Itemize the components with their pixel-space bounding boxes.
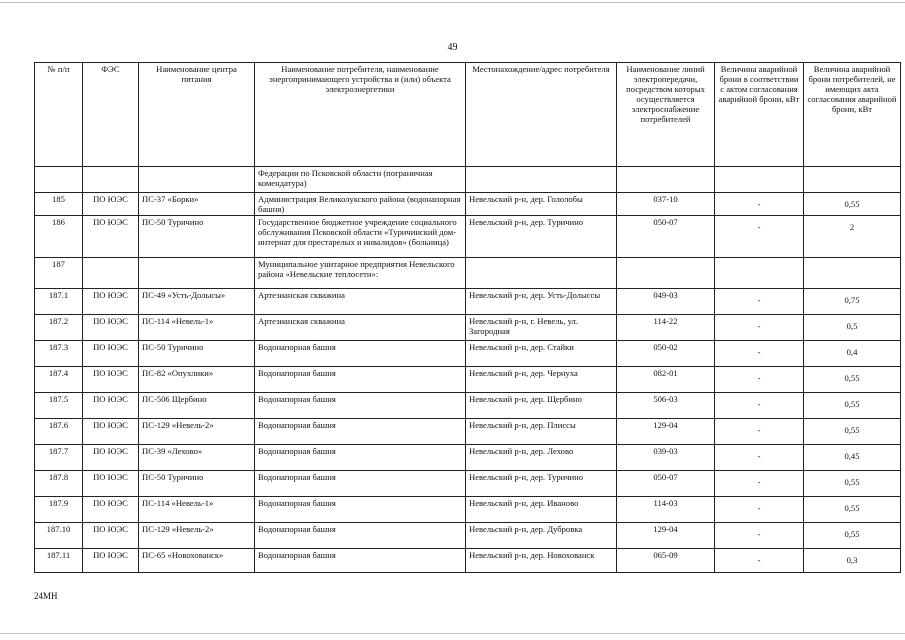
cell-power-center: ПС-114 «Невель-1» xyxy=(139,315,255,341)
cell-no: 187.4 xyxy=(35,367,83,393)
cell-bron-no-act: 0,55 xyxy=(804,471,901,497)
table-row xyxy=(35,497,901,523)
header-power-center: Наименование центра питания xyxy=(139,63,255,167)
cell-address: Невельский р-н, дер. Щербино xyxy=(466,393,617,419)
cell-power-center: ПС-506 Щербино xyxy=(139,393,255,419)
cell-no: 185 xyxy=(35,193,83,216)
cell-bron-no-act: 0,55 xyxy=(804,523,901,549)
cell-address: Невельский р-н, дер. Иваново xyxy=(466,497,617,523)
cell-bron-act: - xyxy=(715,497,804,523)
header-power-line: Наименование линий электропередачи, посредством которых осуществляется электроснабжение потребителей xyxy=(617,63,715,167)
cell-fes: ПО ЮЭС xyxy=(83,497,139,523)
cell-consumer: Водонапорная башня xyxy=(255,549,466,573)
cell-no: 187.7 xyxy=(35,445,83,471)
cell-bron-no-act: 0,4 xyxy=(804,341,901,367)
table-row xyxy=(35,193,901,216)
header-fes: ФЭС xyxy=(83,63,139,167)
cell-power-line: 129-04 xyxy=(617,523,715,549)
cell-consumer: Водонапорная башня xyxy=(255,497,466,523)
cell-power-line: 050-07 xyxy=(617,216,715,258)
cell-bron-act: - xyxy=(715,289,804,315)
cell-address: Невельский р-н, дер. Новохованск xyxy=(466,549,617,573)
header-address: Местонахождение/адрес потребителя xyxy=(466,63,617,167)
cell-address: Невельский р-н, дер. Стайки xyxy=(466,341,617,367)
cell-fes: ПО ЮЭС xyxy=(83,315,139,341)
cell-bron-no-act xyxy=(804,258,901,289)
cell-power-line: 082-01 xyxy=(617,367,715,393)
cell-no: 187.8 xyxy=(35,471,83,497)
cell-no: 187.10 xyxy=(35,523,83,549)
cell-bron-no-act: 0,5 xyxy=(804,315,901,341)
cell-fes: ПО ЮЭС xyxy=(83,445,139,471)
table-row xyxy=(35,393,901,419)
cell-bron-act: - xyxy=(715,523,804,549)
cell-fes xyxy=(83,167,139,193)
cell-bron-act: - xyxy=(715,549,804,573)
cell-power-center: ПС-65 «Новохованск» xyxy=(139,549,255,573)
cell-power-center: ПС-37 «Борки» xyxy=(139,193,255,216)
table-row xyxy=(35,258,901,289)
cell-address xyxy=(466,258,617,289)
cell-bron-act: - xyxy=(715,193,804,216)
cell-bron-act: - xyxy=(715,315,804,341)
cell-fes: ПО ЮЭС xyxy=(83,549,139,573)
cell-no: 187.2 xyxy=(35,315,83,341)
table-row xyxy=(35,167,901,193)
cell-bron-act: - xyxy=(715,471,804,497)
cell-no: 187.9 xyxy=(35,497,83,523)
scan-edge-top xyxy=(0,2,905,3)
cell-power-center: ПС-50 Туричино xyxy=(139,216,255,258)
sheet-code: 24МН xyxy=(34,591,58,601)
cell-consumer: Водонапорная башня xyxy=(255,445,466,471)
table-header-row xyxy=(35,63,901,167)
cell-power-center: ПС-129 «Невель-2» xyxy=(139,523,255,549)
cell-consumer: Водонапорная башня xyxy=(255,523,466,549)
cell-bron-act: - xyxy=(715,419,804,445)
cell-power-line: 039-03 xyxy=(617,445,715,471)
cell-bron-act xyxy=(715,258,804,289)
cell-consumer: Артезианская скважина xyxy=(255,315,466,341)
cell-address xyxy=(466,167,617,193)
cell-address: Невельский р-н, дер. Плиссы xyxy=(466,419,617,445)
cell-consumer: Федерации по Псковской области (пограничная комендатура) xyxy=(255,167,466,193)
header-bron-act: Величина аварийной брони в соответствии с актом согласования аварийной брони, кВт xyxy=(715,63,804,167)
cell-power-line: 049-03 xyxy=(617,289,715,315)
cell-address: Невельский р-н, дер. Дубровка xyxy=(466,523,617,549)
cell-bron-no-act: 0,55 xyxy=(804,193,901,216)
cell-power-line: 129-04 xyxy=(617,419,715,445)
cell-fes: ПО ЮЭС xyxy=(83,523,139,549)
cell-consumer: Водонапорная башня xyxy=(255,471,466,497)
cell-power-center: ПС-49 «Усть-Долысы» xyxy=(139,289,255,315)
cell-address: Невельский р-н, дер. Лехово xyxy=(466,445,617,471)
cell-no: 187 xyxy=(35,258,83,289)
table-row xyxy=(35,471,901,497)
cell-no: 187.3 xyxy=(35,341,83,367)
cell-fes: ПО ЮЭС xyxy=(83,471,139,497)
cell-fes: ПО ЮЭС xyxy=(83,216,139,258)
cell-fes: ПО ЮЭС xyxy=(83,393,139,419)
cell-bron-no-act: 0,55 xyxy=(804,393,901,419)
table-row xyxy=(35,367,901,393)
cell-power-center: ПС-50 Туричино xyxy=(139,471,255,497)
cell-consumer: Водонапорная башня xyxy=(255,419,466,445)
cell-bron-act: - xyxy=(715,393,804,419)
cell-no: 187.6 xyxy=(35,419,83,445)
cell-power-line: 114-22 xyxy=(617,315,715,341)
cell-power-center xyxy=(139,167,255,193)
cell-bron-act: - xyxy=(715,445,804,471)
table-row xyxy=(35,419,901,445)
cell-no: 187.1 xyxy=(35,289,83,315)
table-row xyxy=(35,216,901,258)
cell-bron-no-act: 2 xyxy=(804,216,901,258)
cell-power-line: 065-09 xyxy=(617,549,715,573)
cell-bron-no-act: 0,3 xyxy=(804,549,901,573)
cell-power-center: ПС-82 «Опухлики» xyxy=(139,367,255,393)
cell-power-line xyxy=(617,167,715,193)
cell-power-center: ПС-39 «Лехово» xyxy=(139,445,255,471)
cell-consumer: Муниципальное унитарное предприятия Невельского района «Невельские теплосети»: xyxy=(255,258,466,289)
cell-consumer: Администрация Великолукского района (водонапорная башня) xyxy=(255,193,466,216)
header-no: № п/п xyxy=(35,63,83,167)
header-consumer: Наименование потребителя, наименование энергопринимающего устройства и (или) объекта электроэнергетики xyxy=(255,63,466,167)
cell-fes: ПО ЮЭС xyxy=(83,341,139,367)
cell-bron-no-act: 0,55 xyxy=(804,367,901,393)
cell-consumer: Водонапорная башня xyxy=(255,367,466,393)
cell-bron-act: - xyxy=(715,367,804,393)
cell-no: 186 xyxy=(35,216,83,258)
cell-address: Невельский р-н, дер. Чернуха xyxy=(466,367,617,393)
cell-bron-no-act: 0,55 xyxy=(804,497,901,523)
cell-consumer: Артезианская скважина xyxy=(255,289,466,315)
cell-fes xyxy=(83,258,139,289)
cell-bron-no-act: 0,45 xyxy=(804,445,901,471)
table-row xyxy=(35,523,901,549)
cell-bron-act: - xyxy=(715,341,804,367)
cell-address: Невельский р-н, дер. Туричино xyxy=(466,471,617,497)
cell-power-line: 506-03 xyxy=(617,393,715,419)
cell-no: 187.5 xyxy=(35,393,83,419)
cell-power-center: ПС-50 Туричино xyxy=(139,341,255,367)
table-row xyxy=(35,445,901,471)
cell-no xyxy=(35,167,83,193)
cell-bron-no-act xyxy=(804,167,901,193)
cell-power-center: ПС-129 «Невель-2» xyxy=(139,419,255,445)
table-row xyxy=(35,549,901,573)
table-row xyxy=(35,315,901,341)
cell-bron-act xyxy=(715,167,804,193)
cell-address: Невельский р-н, дер. Гололобы xyxy=(466,193,617,216)
cell-consumer: Государственное бюджетное учреждение социального обслуживания Псковской области «Туричинский дом-интернат для престарелых и инвалидов» (больница) xyxy=(255,216,466,258)
cell-consumer: Водонапорная башня xyxy=(255,393,466,419)
cell-fes: ПО ЮЭС xyxy=(83,289,139,315)
consumer-table xyxy=(34,62,901,573)
cell-fes: ПО ЮЭС xyxy=(83,193,139,216)
header-bron-no-act: Величина аварийной брони потребителей, не имеющих акта согласования аварийной брони, кВт xyxy=(804,63,901,167)
cell-fes: ПО ЮЭС xyxy=(83,419,139,445)
cell-consumer: Водонапорная башня xyxy=(255,341,466,367)
cell-power-line: 114-03 xyxy=(617,497,715,523)
cell-power-line: 037-10 xyxy=(617,193,715,216)
table-row xyxy=(35,341,901,367)
cell-no: 187.11 xyxy=(35,549,83,573)
table-row xyxy=(35,289,901,315)
cell-fes: ПО ЮЭС xyxy=(83,367,139,393)
cell-address: Невельский р-н, г. Невель, ул. Загородная xyxy=(466,315,617,341)
cell-address: Невельский р-н, дер. Туричино xyxy=(466,216,617,258)
page-number: 49 xyxy=(447,42,458,53)
scan-edge-bottom xyxy=(0,633,905,634)
cell-bron-act: - xyxy=(715,216,804,258)
cell-power-center xyxy=(139,258,255,289)
cell-bron-no-act: 0,55 xyxy=(804,419,901,445)
cell-power-line: 050-02 xyxy=(617,341,715,367)
cell-bron-no-act: 0,75 xyxy=(804,289,901,315)
cell-power-line: 050-07 xyxy=(617,471,715,497)
cell-power-center: ПС-114 «Невель-1» xyxy=(139,497,255,523)
cell-address: Невельский р-н, дер. Усть-Долыссы xyxy=(466,289,617,315)
cell-power-line xyxy=(617,258,715,289)
